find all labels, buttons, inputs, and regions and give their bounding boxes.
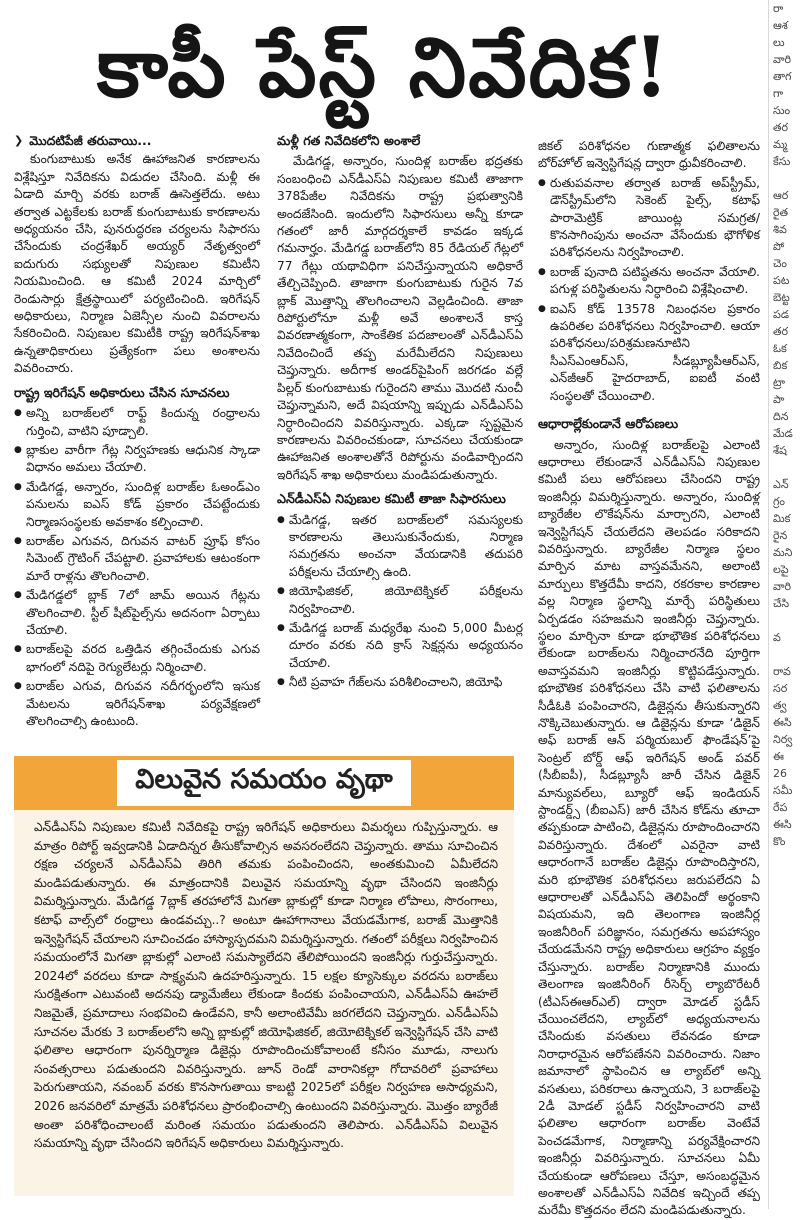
list-item: ● బరాజ్ పునాది పటిష్ఠతను అంచనా వేయాలి. పగుళ్ల పరిస్థితులను నిర్ధారించి విశ్లేషించాలి. (538, 264, 760, 299)
highlight-box-header (14, 756, 514, 810)
fragment-line: రావ (773, 665, 791, 678)
subheading-allegations: ఆధారాల్లేకుండానే ఆరోపణలు (538, 416, 679, 432)
fragment-line: ఓక (773, 342, 787, 355)
fragment-line: పట (773, 274, 790, 287)
fragment-line: బెట్ట (773, 291, 790, 304)
fragment-line: వారి (773, 53, 792, 66)
subheading-state-suggestions: రాష్ట్ర ఇరిగేషన్ అధికారులు చేసిన సూచనలు (14, 384, 230, 400)
adjacent-column-fragment (768, 0, 801, 1209)
fragment-line: గ్రం (773, 495, 785, 508)
recommendations-list-continued (538, 175, 760, 405)
fragment-line: మ్మ (773, 138, 788, 151)
fragment-line: లపై (773, 563, 789, 576)
fragment-line (769, 459, 801, 476)
fragment-line: రైత (773, 206, 789, 219)
fragment-line: పా (773, 393, 785, 406)
continuation-kicker (14, 132, 260, 149)
list-item: ● మేడిగడ్డ, అన్నారం, సుందిళ్ల బరాజ్‌ల ఓఅండ్ఎం పనులను ఐఎస్ కోడ్ ప్రకారం చేపట్టేందుకు నిర్మాణసంస్థలకు అవకాశం కల్పించాలి. (14, 479, 260, 531)
headline: కాపీ పేస్ట్ నివేదిక! (96, 20, 672, 116)
chevron-right-icon: ❯ (14, 134, 24, 147)
fragment-line: ఆర (773, 189, 789, 202)
kicker-text: మొదటిపేజీ తరువాయి... (29, 133, 152, 148)
allegations-paragraph: అన్నారం, సుందిళ్ల బరాజ్‌లపై ఎలాంటి ఆధారాలు లేకుండానే ఎన్‌డీఎస్‌ఏ నిపుణుల కమిటీ పలు ఆరోపణలు చేసిందని రాష్ట్ర ఇంజినీర్లు విమర్శిస్తున్నారు. అన్నారం, సుందిళ్ల బ్యారేజీల లొకేషన్‌ను మార్చారని, ఎలాంటి ఇన్వెస్టిగేషన్ చేయలేదని తెలపడం సరికాదని వివరిస్తున్నారు. బ్యారేజీల నిర్మాణ స్థలం మార్పిన మాట వాస్తవమేనని, అలాంటి మార్పులు కొత్తదేమీ కాదని, రకరకాల కారణాల వల్ల నిర్మాణ స్థలాన్ని మార్చే పరిస్థితులు ఏర్పడడం సహజమని ఇంజినీర్లు చెప్తున్నారు. స్థలం మార్చినా కూడా భూభౌతిక పరిశోధనలు లేకుండా బరాజ్‌లను నిర్మించారనేది పూర్తిగా అవాస్తవమని ఇంజినీర్లు కొట్టిపడేస్తున్నారు. భూభౌతిక పరిశోధనలు చేసి వాటి ఫలితాలను సీడీఓకి పంపించారని, డిజైన్లను తీసుకున్నారని నొక్కిచెబుతున్నారు. ఆ డిజైన్లను కూడా ‘డిజైన్ అఫ్ బరాజ్ ఆన్ పర్మియబుల్ ఫౌండేషన్’పై సెంట్రల్ బోర్డ్ ఆఫ్ ఇరిగేషన్ అండ్ పవర్ (సీబీఐపీ), సీడబ్ల్యూసీ జారీ చేసిన డిజైన్ మాన్యువల్‌లు, బ్యూరో ఆఫ్ ఇండియన్ స్టాండర్డ్స్ (బీఐఎస్) జారీ చేసిన కోడ్‌ను తూచా తప్పకుండా పాటించి, డిజైన్లను రూపొందించారని వివరిస్తున్నారు. దేశంలో ఎవరైనా వాటి ఆధారంగానే బరాజ్‌ల డిజైన్లు రూపొందిస్తారని, మరి భూభౌతిక పరిశోధనలు జరుపలేదని ఏ ఆధారాలతో ఎన్‌డీఎస్‌ఏ తెలిపిందో అర్థంకాని విషయమని, ఇది తెలంగాణ ఇంజినీర్ల ఇంజినీరింగ్ పరిజ్ఞానం, సమగ్రతను అపహాస్యం చేయడమేనని రాష్ట్ర అధికారులు ఆగ్రహం వ్యక్తం చేస్తున్నారు. బరాజ్‌ల నిర్మాణానికి ముందు తెలంగాణ ఇంజినీరింగ్ రీసెర్చ్ ల్యాబొరేటరీ (టీఎస్ఈఆర్ఎల్) ద్వారా మోడల్ స్టడీస్ చేయించలేదని, ల్యాబ్‌లో అధ్యయనాలను చేసిందుకు వసతులు లేవనడం కూడా నిరాధారమైన ఆరోపణేనని వివరించారు. నిజాం జమానాలో స్థాపించిన ఆ ల్యాబ్‌లో అన్ని వసతులు, పరికరాలు ఉన్నాయని, 3 బరాజ్‌లపై 2డీ మోడల్ స్టడీస్ నిర్వహించారని వాటి ఫలితాల ఆధారంగా బరాజ్‌ల వెంటేవే పెంచడమేగాక, నిర్మాణాన్ని పర్యవేక్షించారని ఇంజినీర్లు వివరిస్తున్నారు. సూచనలు ఏమీ చేయకుండా ఆరోపణలు చేస్తూ, అసంబద్ధమైన అంశాలతో ఎన్‌డీఎస్‌ఏ నివేదిక ఇచ్చిందే తప్ప మరేమీ కొత్తదనం లేదని మండిపడుతున్నారు. (538, 437, 760, 1218)
fragment-line: సుం (773, 104, 791, 117)
continued-paragraph: జికల్ పరిశోధనల గుణాత్మక ఫలితాలను బోర్‌హోల్ ఇన్వెస్టిగేషన్ల ద్వారా ధ్రువీకరించాలి. (538, 139, 760, 171)
fragment-line (769, 646, 801, 663)
list-item: ● మేడిగడ్డలో బ్లాక్ 7లో జామ్ అయిన గేట్లను తొలగించాలి. స్టీల్ షీట్‌పైల్స్‌ను అదనంగా ఏర్పాటు చేయాలి. (14, 587, 260, 639)
list-item: ● రుతుపవనాల తర్వాత బరాజ్ అప్‌స్ట్రీమ్, డౌన్‌స్ట్రీమ్‌లోని సెకెంట్ పైల్స్, కటాఫ్ పారామెట్రిక్ జాయింట్ల సమగ్రత/కొనసాగింపును అంచనా వేసేందుకు భౌగోళిక పరిశోధనలను నిర్వహించాలి. (538, 175, 760, 262)
highlight-box-text: ఎన్‌డీఎస్‌ఏ నిపుణుల కమిటీ నివేదికపై రాష్ట్ర ఇరిగేషన్ అధికారులు విమర్శలు గుప్పిస్తున్నారు. ఆ మాత్రం రిపోర్ట్ ఇవ్వడానికి ఏడాదిన్నర తీసుకోవాల్సిన అవసరంలేదని చెప్తున్నారు. తాము సూచించిన రక్షణ చర్యలనే ఎన్‌డీఎస్‌ఏ తిరిగి తమకు పంపించిందని, అంతకుమించి ఏమీలేదని మండిపడుతున్నారు. ఈ మాత్రందానికి విలువైన సమయాన్ని వృథా చేసిందని ఇంజినీర్లు విమర్శిస్తున్నారు. మేడిగడ్డ 7బ్లాక్ తరహాలోనే మిగతా బ్లాకుల్లో కూడా నిర్మాణ లోపాలు, సొరంగాలు, కటాఫ్ వాల్స్‌లో రంధ్రాలు ఉండవచ్చు..? అంటూ ఊహాగానాలు వేయడమేగాక, బరాజ్ మొత్తానికి ఇన్వెస్టిగేషన్ చేయాలని సూచించడం హాస్యాస్పదమని విమర్శిస్తున్నారు. గతంలో పరీక్షలు నిర్వహించిన సమయంలోనే మిగతా బ్లాకుల్లో ఎలాంటి సమస్యాలేదని తేలిపోయిందని ఇంజినీర్లు గుర్తుచేస్తున్నారు. 2024లో వరదలు కూడా సాక్ష్యమని ఉదహరిస్తున్నారు. 15 లక్షల క్యూసెక్కుల వరదను బరాజ్‌లు సురక్షితంగా ఎటువంటి అదనపు డ్యామేజీలు లేకుండా కిందకు పంపించాయని, ఎన్‌డీఎస్‌ఏ ఊహలే నిజమైతే, ప్రమాదాలు సంభవించి ఉండేవని, కానీ అలాంటివేమీ జరగలేదని చెప్తున్నారు. ఎన్‌డీఎస్‌ఏ సూచనల మేరకు 3 బరాజ్‌లలోని అన్ని బ్లాకుల్లో జియోఫిజికల్, జియోటెక్నికల్ ఇన్వెస్టిగేషన్ చేసి వాటి ఫలితాల ఆధారంగా పునర్నిర్మాణ డిజైన్లు రూపొందించుకోవాలంటే కనీసం మూడు, నాలుగు సంవత్సరాలు పడుతుందని వివరిస్తున్నారు. జూన్ రెండో వారానికల్లా గోదావరిలో ప్రవాహాలు పెరుగుతాయని, నవంబర్ వరకు కొనసాగుతాయి కాబట్టి 2025లో పరీక్షల నిర్వహణ అసాధ్యమని, 2026 జనవరిలో మాత్రమే పరిశోధనలు ప్రారంభించాల్సి ఉంటుందని వివరిస్తున్నారు. మొత్తం బ్యారేజీ అంతా పరిశోధించాలంటే మరింత సమయం పడుతుందని తెలిపారు. ఎన్‌డీఎస్‌ఏ విలువైన సమయాన్ని వృథా చేసిందని ఇరిగేషన్ అధికారులు విమర్శిస్తున్నారు. (34, 820, 498, 1151)
fragment-line: ఆశ (773, 19, 788, 32)
subheading-ndsa-recommendations: ఎన్‌డీఎస్‌ఏ నిపుణుల కమిటీ తాజా సిఫారసులు (277, 491, 506, 507)
old-report-paragraph: మేడిగడ్డ, అన్నారం, సుందిళ్ల బరాజ్‌ల భద్రతకు సంబంధించి ఎన్‌డీఎస్‌ఏ నిపుణుల కమిటీ తాజాగా 378పేజీల నివేదికను రాష్ట్ర ప్రభుత్వానికి అందజేసింది. ఇందులోని సిఫారసులు అన్నీ కూడా గతంలో జారీ మార్గదర్శకాలే కావడం ఇక్కడ గమనార్హం. మేడిగడ్డ బరాజ్‌లోని 85 రేడియల్ గేట్లలో 77 గేట్లు యథావిధిగా పనిచేస్తున్నాయని అధికారే తేల్చిచెప్పింది. తాజాగా కుంగుబాటుకు గురైన 7వ బ్లాక్ మొత్తాన్ని తొలగించాలని వెల్లడించింది. తాజా రిపోర్టులోనూ మళ్లీ అవే అంశాలనే కాస్త వివరణాత్మకంగా, సాంకేతిక పదజాలంతో ఎన్‌డీఎస్‌ఏ నివేదించిందే తప్ప మరేమీలేదని నిపుణులు చెప్తున్నారు. అదీగాక అండర్‌పైపింగ్ జరగడం వల్లే పిల్లర్ కుంగుబాటుకు గురైందని తాము మొదటి నుంచీ చెప్తున్నామని, అదే విషయాన్ని ఇప్పుడు ఎన్‌డీఎస్‌ఏ నిర్ధారించిందని వివరిస్తున్నారు. ఎక్కడా స్పష్టమైన కారణాలను వివరించకుండా, సూచనలు చేయకుండా ఊహాజనిత అంశాలతోనే రిపోర్టును వండివార్చిందని ఇరిగేషన్ శాఖ అధికారులు మండిపడుతున్నారు. (277, 154, 523, 482)
fragment-line: ఈ (773, 750, 784, 763)
fragment-line: వ (773, 631, 781, 644)
fragment-line: సమీ (773, 784, 793, 797)
fragment-line: బిక (773, 359, 788, 372)
list-item: ● బ్లాకుల వారీగా గేట్ల నిర్వహణకు ఆధునిక స్కాడా విధానం అమలు చేయాలి. (14, 442, 260, 477)
list-item: ● ఐఎస్ కోడ్ 13578 నిబంధనల ప్రకారం ఉపరితల పరిశోధనలు నిర్వహించాలి. ఆయా పరిశోధనలు/పరిశ్రమణనూటిని సీఎస్ఎంఆర్ఎస్, సీడబ్ల్యూపీఆర్ఎస్, ఎన్‌జీఆర్ హైదరాబాద్, ఐఐటీ వంటి సంస్థలతో చేయించాలి. (538, 301, 760, 405)
fragment-line: దిన (773, 410, 789, 423)
fragment-line: పో (773, 240, 785, 253)
fragment-line: రైన (773, 529, 788, 542)
fragment-line (769, 612, 801, 629)
column-3 (538, 138, 760, 1218)
fragment-line: పడ (773, 308, 789, 321)
fragment-line: చెం (773, 257, 787, 270)
fragment-line: రేప (773, 801, 788, 814)
fragment-line: కొం (773, 835, 786, 848)
fragment-line: శివ (773, 223, 787, 236)
list-item: ● నీటి ప్రవాహ గేజ్‌లను పరిశీలించాలని, జియోఫి (277, 674, 523, 691)
column-2 (277, 132, 523, 752)
fragment-line: గా (773, 87, 784, 100)
list-item: ● అన్ని బరాజ్‌లలో రాఫ్ట్ కిందున్న రంధ్రాలను గుర్తించి, వాటిని పూడ్చాలి. (14, 405, 260, 440)
fragment-line: చేసి (773, 597, 790, 610)
fragment-line: ట్రా (773, 376, 786, 389)
fragment-line: ఈసి (773, 818, 792, 831)
fragment-line: కేసు (773, 155, 791, 168)
fragment-line: సర (773, 682, 788, 695)
list-item: ● మేడిగడ్డ బరాజ్ మధ్యరేఖ నుంచి 5,000 మీటర్ల దూరం వరకు నది క్రాస్ సెక్షన్లను అధ్యయనం చేయాలి. (277, 620, 523, 672)
fragment-line: మేడ (773, 427, 793, 440)
list-item: ● బరాజ్‌ల ఎగువన, దిగువన వాటర్ ప్రూఫ్ కోసం సిమెంట్ గ్రౌటింగ్ చేపట్టాలి. ప్రవాహాలకు ఆటంకంగా మారే రాళ్లను తొలగించాలి. (14, 533, 260, 585)
fragment-line: లు (773, 36, 785, 49)
highlight-box-title: విలువైన సమయం వృథా (117, 760, 410, 806)
fragment-line (769, 170, 801, 187)
fragment-line: 26 (773, 767, 787, 780)
fragment-line: శేష (773, 444, 787, 457)
fragment-line: ఈసి (773, 716, 792, 729)
fragment-line: మిక (773, 512, 791, 525)
fragment-line: తాగ (773, 70, 792, 83)
fragment-line: మని (773, 546, 793, 559)
fragment-line: త్వ (773, 699, 787, 712)
column-1 (14, 132, 260, 752)
suggestions-list (14, 405, 260, 730)
fragment-line: తర (773, 325, 789, 338)
list-item: ● బరాజ్‌లపై వరద ఒత్తిడిన తగ్గించేందుకు ఎగువ భాగంలో నదిపై రెగ్యులేటర్లు నిర్మించాలి. (14, 641, 260, 676)
recommendations-list (277, 512, 523, 692)
highlight-box (14, 756, 514, 1196)
list-item: ● బరాజ్‌ల ఎగువ, దిగువన నదీగర్భంలోని ఇసుక మేటలను ఇరిగేషన్‌శాఖ పర్యవేక్షణలో తొలగించాల్సి ఉంటుంది. (14, 678, 260, 730)
list-item: ● మేడిగడ్డ, ఇతర బరాజ్‌లలో సమస్యలకు కారణాలను తెలుసుకునేందుకు, నిర్మాణ సమగ్రతను అంచనా వేయడానికి తదుపరి పరీక్షలను చేయాల్సి ఉంది. (277, 512, 523, 582)
intro-paragraph: కుంగుబాటుకు అనేక ఊహాజనిత కారణాలను విశ్లేషిస్తూ నివేదికను విడుదల చేసింది. మళ్లీ ఈ ఏడాది మార్చి వరకు బరాజ్ ఊసెత్తలేదు. అటు తర్వాత ఎట్టకేలకు బరాజ్ కుంగుబాటుకు కారణాలను అధ్యయనం చేసి, పునరుద్ధరణ చర్యలను సిఫారసు చేసేందుకు చంద్రశేఖర్ అయ్యర్ నేతృత్వంలో ఐదుగురు సభ్యులతో నిపుణుల కమిటీని నియమించింది. ఆ కమిటీ 2024 మార్చిలో రెండుసార్లు క్షేత్రస్థాయిలో పర్యటించింది. ఇరిగేషన్ అధికారులు, నిర్మాణ ఏజెన్సీల నుంచి వివరాలను సేకరించింది. నిపుణుల కమిటీకి రాష్ట్ర ఇరిగేషన్‌శాఖ ఉన్నతాధికారులు ప్రత్యేకంగా పలు అంశాలను వివరించారు. (14, 152, 260, 376)
fragment-line: తర (773, 121, 789, 134)
fragment-line: వారి (773, 580, 792, 593)
fragment-line: ఎన్ (773, 478, 789, 491)
fragment-line: రా (773, 2, 784, 15)
list-item: ● జియోఫిజికల్, జియోటెక్నికల్ పరీక్షలను నిర్వహించాలి. (277, 583, 523, 618)
subheading-old-report: మళ్లీ గత నివేదికలోని అంశాలే (277, 133, 421, 148)
fragment-line: నిర్వ (773, 733, 793, 746)
